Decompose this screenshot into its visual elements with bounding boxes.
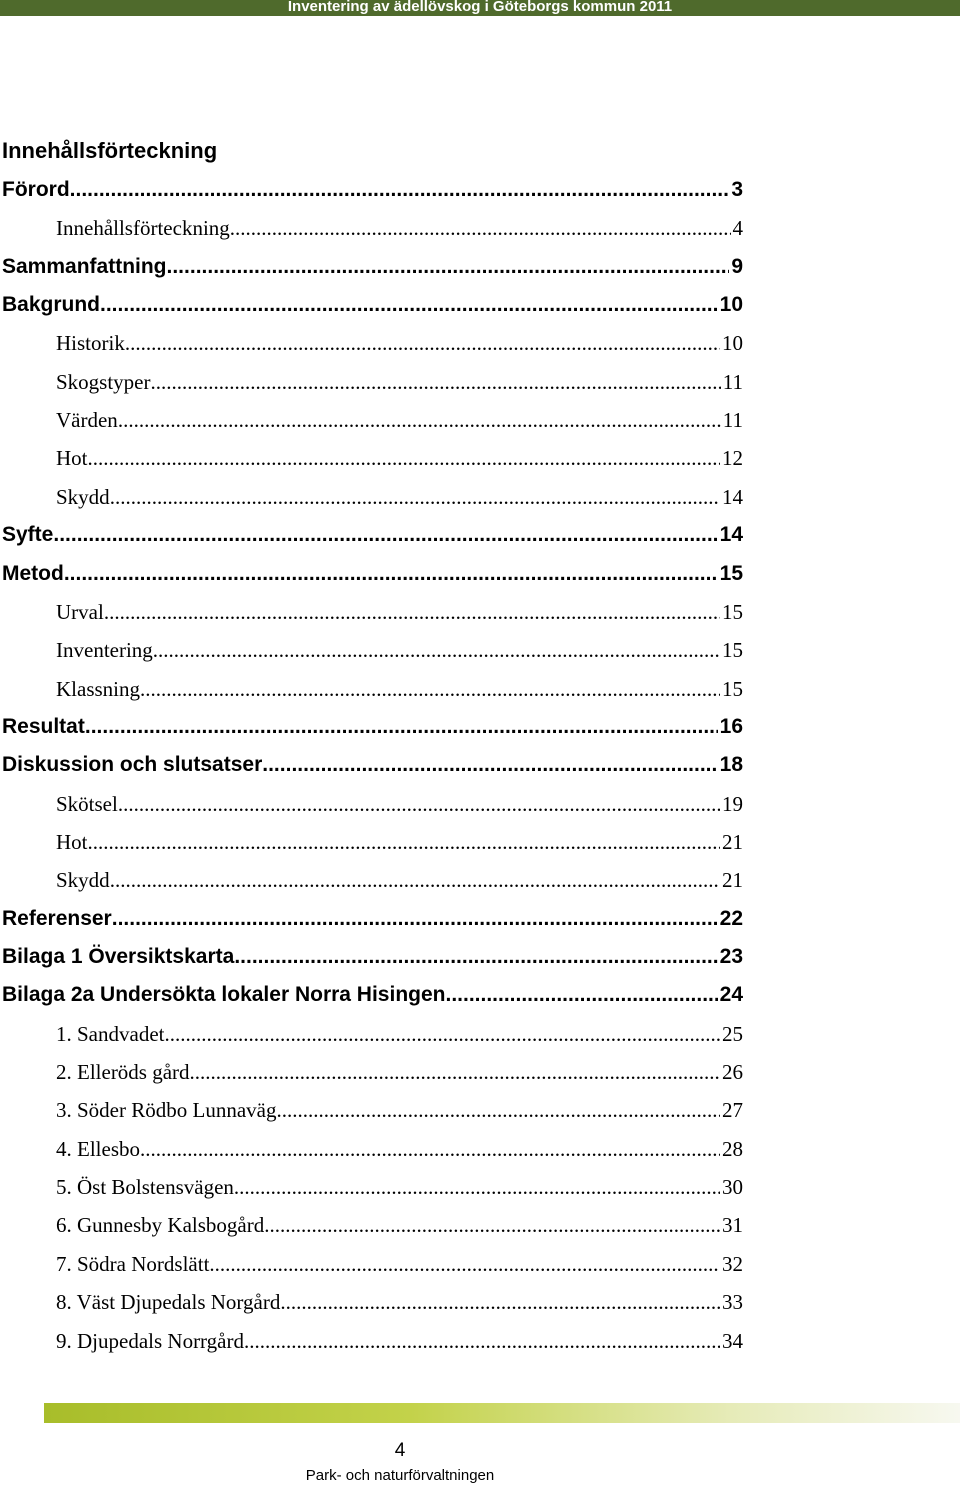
toc-entry-page: 25: [722, 1022, 743, 1046]
toc-entry-label: Sammanfattning: [2, 255, 167, 278]
toc-dot-leader: [209, 1249, 720, 1279]
toc-dot-leader: [244, 1326, 720, 1356]
toc-entry-page: 33: [722, 1290, 743, 1314]
toc-dot-leader: [100, 290, 718, 320]
toc-entry-page: 11: [722, 370, 743, 394]
toc-entry-label: 2. Elleröds gård: [56, 1060, 190, 1084]
toc-entry[interactable]: [2, 942, 743, 972]
toc-dot-leader: [110, 865, 720, 895]
toc-entry-label: 8. Väst Djupedals Norgård: [56, 1290, 281, 1314]
toc-entry-page: 21: [722, 868, 743, 892]
toc-dot-leader: [262, 750, 717, 780]
toc-entry-label: 5. Öst Bolstensvägen: [56, 1175, 234, 1199]
toc-entry[interactable]: [2, 520, 743, 550]
toc-entry[interactable]: [56, 328, 743, 358]
toc-entry-label: Diskussion och slutsatser: [2, 753, 263, 776]
toc-dot-leader: [112, 904, 718, 934]
toc-entry[interactable]: [56, 674, 743, 704]
toc-entry-page: 15: [722, 677, 743, 701]
toc-dot-leader: [167, 252, 730, 282]
toc-entry-label: Historik: [56, 331, 125, 355]
toc-dot-leader: [280, 1287, 720, 1317]
toc-entry-label: Skogstyper: [56, 370, 151, 394]
toc-entry-label: Skötsel: [56, 792, 118, 816]
toc-entry-label: Bakgrund: [2, 293, 101, 316]
toc-entry-label: Förord: [2, 178, 70, 201]
toc-entry-label: 7. Södra Nordslätt: [56, 1252, 210, 1276]
toc-entry[interactable]: [56, 865, 743, 895]
toc-entry-page: 22: [719, 907, 743, 930]
toc-entry[interactable]: [2, 290, 743, 320]
toc-entry-label: Metod: [2, 562, 64, 585]
toc-dot-leader: [140, 1134, 720, 1164]
toc-entry-page: 14: [719, 523, 743, 546]
toc-dot-leader: [53, 520, 717, 550]
toc-entry-label: Skydd: [56, 868, 110, 892]
toc-dot-leader: [70, 175, 730, 205]
toc-dot-leader: [234, 942, 717, 972]
toc-entry-page: 10: [719, 293, 743, 316]
toc-dot-leader: [110, 482, 720, 512]
toc-entry-page: 28: [722, 1137, 743, 1161]
toc-dot-leader: [151, 367, 721, 397]
toc-entry[interactable]: [2, 712, 743, 742]
toc-entry[interactable]: [56, 213, 743, 243]
toc-entry-page: 3: [731, 178, 743, 201]
toc-entry-page: 23: [719, 945, 743, 968]
toc-entry[interactable]: [56, 1172, 743, 1202]
toc-entry-page: 34: [722, 1329, 743, 1353]
toc-entry-page: 11: [722, 408, 743, 432]
toc-entry[interactable]: [56, 1134, 743, 1164]
toc-dot-leader: [88, 827, 721, 857]
running-header-title: Inventering av ädellövskog i Göteborgs kommun 2011: [287, 0, 673, 15]
toc-entry-label: 9. Djupedals Norrgård: [56, 1329, 244, 1353]
toc-dot-leader: [118, 405, 721, 435]
toc-entry-page: 32: [722, 1252, 743, 1276]
toc-entry-page: 12: [722, 446, 743, 470]
toc-dot-leader: [118, 789, 720, 819]
toc-entry[interactable]: [56, 1019, 743, 1049]
toc-entry-page: 18: [719, 753, 743, 776]
toc-entry-page: 10: [722, 331, 743, 355]
toc-dot-leader: [264, 1210, 720, 1240]
footer-organization: Park- och naturförvaltningen: [305, 1467, 495, 1484]
toc-entry-page: 16: [719, 715, 743, 738]
toc-entry[interactable]: [56, 597, 743, 627]
toc-entry[interactable]: [56, 1287, 743, 1317]
toc-entry[interactable]: [56, 1249, 743, 1279]
toc-dot-leader: [140, 674, 720, 704]
toc-entry-page: 4: [732, 216, 743, 240]
toc-entry-page: 19: [722, 792, 743, 816]
toc-entry[interactable]: [56, 1210, 743, 1240]
toc-dot-leader: [190, 1057, 720, 1087]
toc-entry-label: Referenser: [2, 907, 112, 930]
toc-entry[interactable]: [56, 1057, 743, 1087]
toc-entry[interactable]: [56, 482, 743, 512]
toc-entry-label: Värden: [56, 408, 118, 432]
footer-gradient-bar: [44, 1403, 960, 1423]
toc-entry-label: Skydd: [56, 485, 110, 509]
toc-entry[interactable]: [56, 367, 743, 397]
toc-entry[interactable]: [56, 1326, 743, 1356]
toc-entry-page: 30: [722, 1175, 743, 1199]
toc-entry-label: Hot: [56, 446, 88, 470]
toc-dot-leader: [85, 712, 718, 742]
toc-entry-page: 21: [722, 830, 743, 854]
toc-entry-page: 24: [719, 983, 743, 1006]
toc-dot-leader: [104, 597, 720, 627]
toc-dot-leader: [445, 980, 717, 1010]
toc-entry[interactable]: [56, 405, 743, 435]
toc-dot-leader: [276, 1095, 720, 1125]
page-number: 4: [394, 1440, 406, 1461]
toc-entry-page: 15: [722, 600, 743, 624]
toc-entry[interactable]: [2, 750, 743, 780]
toc-entry-label: Urval: [56, 600, 104, 624]
toc-entry-label: 6. Gunnesby Kalsbogård: [56, 1213, 265, 1237]
toc-entry-label: Bilaga 2a Undersökta lokaler Norra Hisingen: [2, 983, 446, 1006]
toc-entry[interactable]: [56, 1095, 743, 1125]
toc-entry[interactable]: [2, 252, 743, 282]
toc-entry-label: Resultat: [2, 715, 85, 738]
toc-entry-label: Innehållsförteckning: [56, 216, 230, 240]
toc-entry-page: 27: [722, 1098, 743, 1122]
toc-entry-label: 1. Sandvadet: [56, 1022, 165, 1046]
toc-entry-label: Hot: [56, 830, 88, 854]
toc-entry-label: 4. Ellesbo: [56, 1137, 140, 1161]
toc-entry-page: 9: [731, 255, 743, 278]
toc-entry-page: 26: [722, 1060, 743, 1084]
toc-entry-page: 14: [722, 485, 743, 509]
toc-heading: Innehållsförteckning: [2, 138, 218, 163]
toc-dot-leader: [153, 635, 720, 665]
toc-entry-label: 3. Söder Rödbo Lunnaväg: [56, 1098, 277, 1122]
toc-entry-label: Bilaga 1 Översiktskarta: [2, 945, 235, 968]
toc-dot-leader: [125, 328, 720, 358]
toc-entry[interactable]: [56, 443, 743, 473]
toc-entry[interactable]: [2, 980, 743, 1010]
toc-entry-label: Klassning: [56, 677, 140, 701]
toc-entry[interactable]: [56, 635, 743, 665]
toc-entry[interactable]: [2, 559, 743, 589]
toc-dot-leader: [230, 213, 731, 243]
toc-entry[interactable]: [56, 827, 743, 857]
running-header: [0, 0, 960, 16]
toc-entry[interactable]: [2, 904, 743, 934]
toc-entry[interactable]: [2, 175, 743, 205]
toc-dot-leader: [164, 1019, 720, 1049]
toc-entry[interactable]: [56, 789, 743, 819]
toc-dot-leader: [64, 559, 718, 589]
toc-entry-label: Syfte: [2, 523, 54, 546]
toc-dot-leader: [234, 1172, 720, 1202]
toc-entry-label: Inventering: [56, 638, 153, 662]
toc-entry-page: 15: [722, 638, 743, 662]
toc-entry-page: 31: [722, 1213, 743, 1237]
toc-dot-leader: [88, 443, 721, 473]
toc-entry-page: 15: [719, 562, 743, 585]
